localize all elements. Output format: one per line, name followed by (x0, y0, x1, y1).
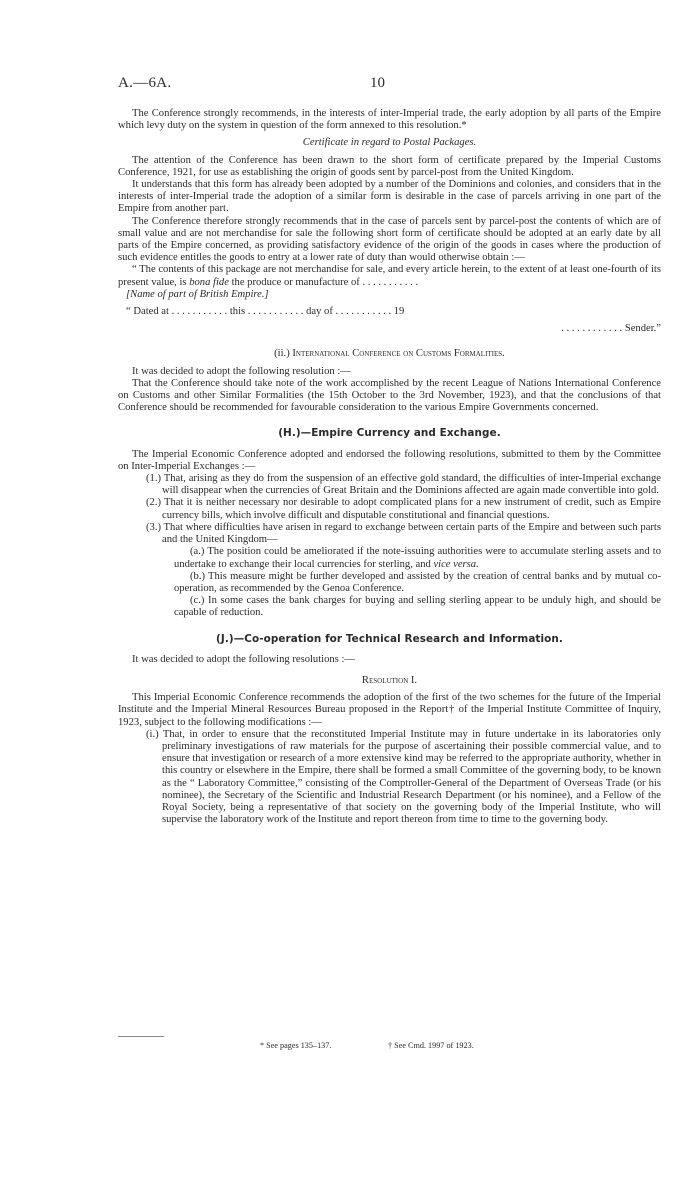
paragraph: That the Conference should take note of the work accomplished by the recent League of Nations International Conference on Customs and other Similar Formalities (the 15th October to the 3rd November, 1923), and that the conclusions of that Conference should be recommended for favourable consideration to the various Empire Governments concerned. (118, 377, 661, 414)
page-number: 10 (370, 75, 385, 91)
resolution-title: Resolution I. (361, 674, 418, 686)
bracket-note: [Name of part of British Empire.] (126, 288, 269, 300)
section-heading: (J.)—Co-operation for Technical Research and Information. (216, 632, 563, 645)
page-header (118, 77, 661, 93)
sender-line: . . . . . . . . . . . . Sender.” (561, 323, 661, 335)
dated-line: “ Dated at . . . . . . . . . . . this . . . . . . . . . . . day of . . . . . . . . . . . 19 (126, 306, 405, 318)
document-body (118, 108, 661, 826)
section-subtitle: Certificate in regard to Postal Packages. (302, 137, 477, 149)
resolution-item: (1.) That, arising as they do from the suspension of an effective gold standard, the difficulties of inter-Imperial exchange will disappear when the currencies of Great Britain and the Dominions affected are again made convertible into gold. (146, 473, 661, 497)
sub-item: (c.) In some cases the bank charges for buying and selling sterling appear to be unduly high, and should be capable of reduction. (174, 595, 661, 619)
footnote: * See pages 135–137. (260, 1041, 332, 1050)
paragraph: It was decided to adopt the following resolution :— (132, 365, 351, 377)
modification-item: (i.) That, in order to ensure that the reconstituted Imperial Institute may in future undertake in its laboratories only preliminary investigations of raw materials for the purpose of ascertaining their possible commercial value, and to ensure that investigation or research of a more extensive kind may be referred to the appropriate authority, whether in this country or elsewhere in the Empire, there shall be formed a small Committee of the governing body, to be known as the “ Laboratory Committee,” consisting of the Comptroller-General of the Department of Overseas Trade (or his nominee), the Secretary of the Scientific and Industrial Research Department (or his nominee), and a Fellow of the Royal Society, being a representative of that society on the governing body of the Imperial Institute, who will supervise the laboratory work of the Institute and report thereon from time to time to the governing body. (146, 728, 661, 826)
section-title: (ii.) International Conference on Customs Formalities. (274, 348, 505, 360)
paragraph: The Imperial Economic Conference adopted and endorsed the following resolutions, submitted to them by the Committee on Inter-Imperial Exchanges :— (118, 448, 661, 472)
footnote-divider (118, 1036, 164, 1037)
paragraph: The Conference strongly recommends, in the interests of inter-Imperial trade, the early adoption by all parts of the Empire which levy duty on the system in question of the form annexed to this resolution.* (118, 108, 661, 132)
certificate-quote: “ The contents of this package are not merchandise for sale, and every article herein, to the extent of at least one-fourth of its present value, is bona fide the produce or manufacture of . . . . . . . . . . . (118, 264, 661, 288)
paragraph: The Conference therefore strongly recommends that in the case of parcels sent by parcel-post the contents of which are of small value and are not merchandise for sale the following short form of certificate should be adopted at an early date by all parts of the Empire concerned, as providing satisfactory evidence of the origin of the goods in cases where the production of such evidence entitles the goods to entry at a lower rate of duty than would otherwise obtain :— (118, 215, 661, 264)
sub-item: (a.) The position could be ameliorated if the note-issuing authorities were to accumulate sterling assets and to undertake to exchange their local currencies for sterling, and vice versa. (174, 546, 661, 570)
section-heading: (H.)—Empire Currency and Exchange. (278, 427, 501, 440)
document-reference: A.—6A. (118, 75, 172, 91)
paragraph: The attention of the Conference has been drawn to the short form of certificate prepared by the Imperial Customs Conference, 1921, for use as establishing the origin of goods sent by parcel-post from the United Kingdom. (118, 154, 661, 178)
paragraph: It understands that this form has already been adopted by a number of the Dominions and colonies, and considers that in the interests of inter-Imperial trade the adoption of a similar form is desirable in the case of parcels arriving in one part of the Empire from another part. (118, 179, 661, 215)
footnote: † See Cmd. 1997 of 1923. (388, 1041, 474, 1050)
resolution-item: (3.) That where difficulties have arisen in regard to exchange between certain parts of the Empire and between such parts and the United Kingdom— (146, 521, 661, 546)
paragraph: It was decided to adopt the following resolutions :— (132, 653, 356, 665)
resolution-item: (2.) That it is neither necessary nor desirable to adopt complicated plans for a new instrument of credit, such as Empire currency bills, which involve difficult and disputable constitutional and financial questions. (146, 497, 661, 521)
sub-item: (b.) This measure might be further developed and assisted by the creation of central banks and by mutual co-operation, as recommended by the Genoa Conference. (174, 570, 661, 594)
paragraph: This Imperial Economic Conference recommends the adoption of the first of the two schemes for the future of the Imperial Institute and the Imperial Mineral Resources Bureau proposed in the Report† of the Imperial Institute Committee of Inquiry, 1923, subject to the following modifications :— (118, 692, 661, 728)
